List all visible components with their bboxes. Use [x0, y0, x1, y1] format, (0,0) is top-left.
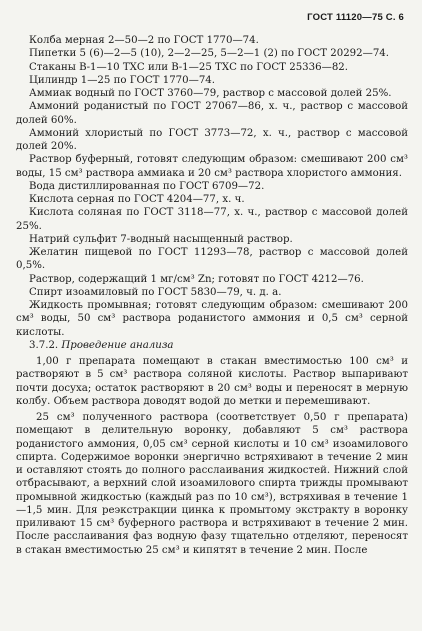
list-item: Аммиак водный по ГОСТ 3760—79, раствор с массовой долей 25%. — [29, 88, 392, 99]
list-item: Натрий сульфит 7-водный насыщенный раствор. — [29, 233, 293, 245]
list-item: Колба мерная 2—50—2 по ГОСТ 1770—74. — [29, 35, 259, 46]
list-item: Жидкость промывная; готовят следующим образом: смешивают 200 см³ воды, 50 см³ раствора роданистого аммония и 0,5 см³ серной кислоты. — [16, 300, 408, 338]
document-body — [16, 34, 408, 557]
list-item: Вода дистиллированная по ГОСТ 6709—72. — [29, 180, 265, 192]
list-item: Раствор, содержащий 1 мг/см³ Zn; готовят по ГОСТ 4212—76. — [29, 273, 364, 285]
section-title: Проведение анализа — [61, 339, 174, 351]
list-item: Аммоний хлористый по ГОСТ 3773—72, х. ч., раствор с массовой долей 20%. — [16, 127, 408, 152]
list-item: Стаканы В-1—10 ТХС или В-1—25 ТХС по ГОСТ 25336—82. — [29, 61, 349, 73]
section-heading — [16, 339, 408, 352]
list-item: Пипетки 5 (6)—2—5 (10), 2—2—25, 5—2—1 (2) по ГОСТ 20292—74. — [29, 48, 390, 60]
paragraph: 25 см³ полученного раствора (соответствует 0,50 г препарата) помещают в делительную воронку, добавляют 5 см³ раствора роданистого аммония, 0,05 см³ серной кислоты и 10 см³ изоамилового спирта. Содержимое воронки энергично встряхивают в течение 2 мин и оставляют стоять до полного расслаивания жидкостей. Нижний слой отбрасывают, а верхний слой изоамилового спирта трижды промывают промывной жидкостью (каждый раз по 10 см³), встряхивая в течение 1—1,5 мин. Для реэкстракции цинка к промытому экстракту в воронку приливают 15 см³ буферного раствора и встряхивают в течение 2 мин. После расслаивания фаз водную фазу тщательно отделяют, переносят в стакан вместимостью 25 см³ и кипятят в течение 2 мин. После — [16, 412, 408, 556]
paragraph: 1,00 г препарата помещают в стакан вместимостью 100 см³ и растворяют в 5 см³ раствора соляной кислоты. Раствор выпаривают почти досуха; остаток растворяют в 20 см³ воды и переносят в мерную колбу. Объем раствора доводят водой до метки и перемешивают. — [16, 356, 408, 407]
list-item: Желатин пищевой по ГОСТ 11293—78, раствор с массовой долей 0,5%. — [16, 247, 408, 272]
list-item: Кислота серная по ГОСТ 4204—77, х. ч. — [29, 194, 245, 205]
list-item: Цилиндр 1—25 по ГОСТ 1770—74. — [29, 74, 216, 86]
list-item: Аммоний роданистый по ГОСТ 27067—86, х. ч., раствор с массовой долей 60%. — [16, 101, 408, 126]
list-item: Кислота соляная по ГОСТ 3118—77, х. ч., раствор с массовой долей 25%. — [16, 207, 408, 232]
page-header: ГОСТ 11120—75 С. 6 — [307, 12, 404, 23]
section-number: 3.7.2. — [29, 339, 59, 351]
list-item: Спирт изоамиловый по ГОСТ 5830—79, ч. д. а. — [29, 286, 282, 298]
list-item: Раствор буферный, готовят следующим образом: смешивают 200 см³ воды, 15 см³ раствора аммиака и 20 см³ раствора хлористого аммония. — [16, 154, 408, 179]
